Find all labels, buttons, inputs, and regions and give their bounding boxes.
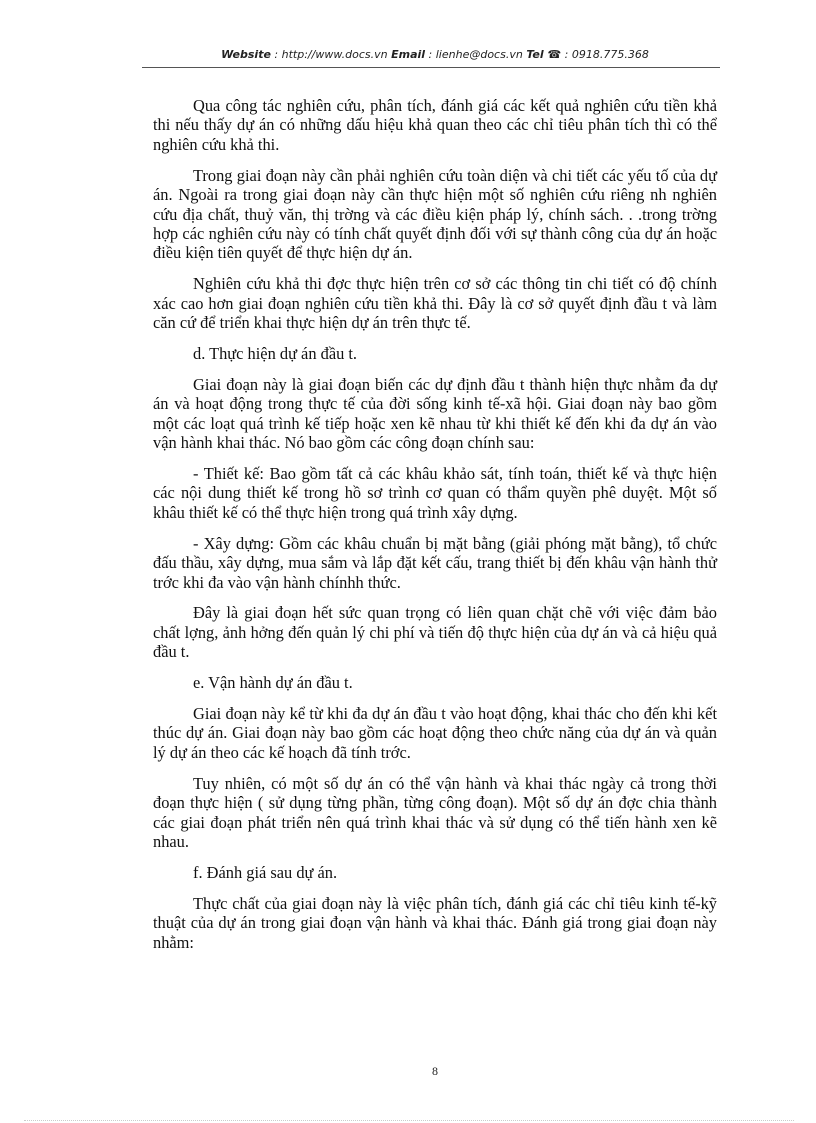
header-rule bbox=[142, 67, 720, 68]
paragraph: - Xây dựng: Gồm các khâu chuẩn bị mặt bằng (giải phóng mặt bằng), tổ chức đấu thầu, xây dựng, mua sắm và lắp đặt kết cấu, trang thiết bị đến khâu vận hành thử trớc khi đa vào vận hành chínhh thức. bbox=[153, 533, 717, 592]
tel-label: Tel ☎ bbox=[526, 48, 562, 61]
paragraph: Tuy nhiên, có một số dự án có thể vận hành và khai thác ngày cả trong thời đoạn thực hiện ( sử dụng từng phần, từng công đoạn). Một số dự án đợc chia thành các giai đoạn phát triển nên quá trình khai thác và sử dụng có thể tiến hành xen kẽ nhau. bbox=[153, 773, 717, 851]
paragraph: Nghiên cứu khả thi đợc thực hiện trên cơ sở các thông tin chi tiết có độ chính xác cao hơn giai đoạn nghiên cứu tiền khả thi. Đây là cơ sở quyết định đầu t và làm căn cứ để triển khai thực hiện dự án trên thực tế. bbox=[153, 274, 717, 333]
website-separator: : bbox=[270, 48, 282, 61]
document-body bbox=[153, 96, 717, 964]
website-value: http://www.docs.vn bbox=[281, 48, 388, 61]
footer-dotted-line bbox=[24, 1120, 794, 1121]
section-heading-e: e. Vận hành dự án đầu t. bbox=[193, 673, 353, 693]
section-heading-d: d. Thực hiện dự án đầu t. bbox=[193, 343, 358, 363]
email-label: Email bbox=[391, 48, 426, 61]
paragraph: Thực chất của giai đoạn này là việc phân tích, đánh giá các chỉ tiêu kinh tế-kỹ thuật của dự án trong giai đoạn vận hành và khai thác. Đánh giá trong giai đoạn này nhằm: bbox=[153, 893, 717, 952]
paragraph: Giai đoạn này kể từ khi đa dự án đầu t vào hoạt động, khai thác cho đến khi kết thúc dự án. Giai đoạn này bao gồm các hoạt động theo chức năng của dự án và quản lý dự án theo các kế hoạch đã tính trớc. bbox=[153, 704, 717, 762]
tel-value: 0918.775.368 bbox=[571, 48, 649, 61]
paragraph: Giai đoạn này là giai đoạn biến các dự định đầu t thành hiện thực nhằm đa dự án và hoạt động trong thực tế của đời sống kinh tế-xã hội. Giai đoạn này bao gồm một các loạt quá trình kế tiếp hoặc xen kẽ nhau từ khi thiết kế đến khi đa dự án vào vận hành khai thác. Nó bao gồm các công đoạn chính sau: bbox=[153, 374, 717, 453]
paragraph: Đây là giai đoạn hết sức quan trọng có liên quan chặt chẽ với việc đảm bảo chất lợng, ảnh hởng đến quản lý chi phí và tiến độ thực hiện của dự án và cả hiệu quả đầu t. bbox=[153, 603, 717, 662]
email-separator: : bbox=[425, 48, 436, 61]
tel-separator: : bbox=[561, 48, 572, 61]
email-value: lienhe@docs.vn bbox=[435, 48, 523, 61]
website-label: Website bbox=[221, 48, 271, 61]
paragraph: - Thiết kế: Bao gồm tất cả các khâu khảo sát, tính toán, thiết kế và thực hiện các nội dung thiết kế trong hồ sơ trình cơ quan có thẩm quyền phê duyệt. Một số khâu thiết kế có thể thực hiện trong quá trình xây dựng. bbox=[153, 464, 717, 522]
paragraph: Trong giai đoạn này cần phải nghiên cứu toàn diện và chi tiết các yếu tố của dự án. Ngoài ra trong giai đoạn này cần thực hiện một số nghiên cứu riêng nh nghiên cứu địa chất, thuỷ văn, thị trờng và các điều kiện pháp lý, chính sách. . .trong trờng hợp các nghiên cứu này có tính chất quyết định đối với sự thành công của dự án hoặc điều kiện tiên quyết để thực hiện dự án. bbox=[153, 165, 717, 263]
section-heading-f: f. Đánh giá sau dự án. bbox=[193, 862, 338, 882]
paragraph: Qua công tác nghiên cứu, phân tích, đánh giá các kết quả nghiên cứu tiền khả thi nếu thấy dự án có những dấu hiệu khả quan theo các chỉ tiêu phân tích thì có thể nghiên cứu khả thi. bbox=[153, 96, 717, 154]
page-header bbox=[150, 48, 720, 61]
page-number: 8 bbox=[432, 1064, 438, 1078]
